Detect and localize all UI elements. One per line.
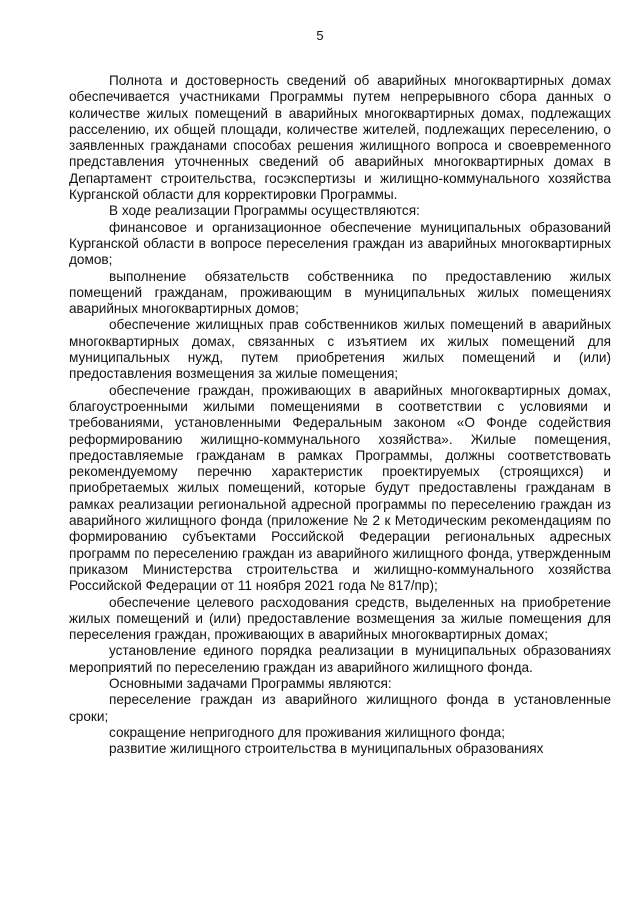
paragraph-tasks-intro: Основными задачами Программы являются:	[109, 675, 392, 691]
paragraph-data-completeness: Полнота и достоверность сведений об аварийных многоквартирных домах обеспечивается участниками Программы путем непрерывного сбора данных о количестве жилых помещений в аварийных многоквартирных домах, подлежащих расселению, их общей площади, количестве жителей, подлежащих переселению, о заявленных гражданами способах решения жилищного вопроса и своевременного представления уточненных сведений об аварийных многоквартирных домах в Департамент строительства, госэкспертизы и жилищно-коммунального хозяйства Курганской области для корректировки Программы.	[69, 73, 611, 203]
paragraph-implementation-intro: В ходе реализации Программы осуществляются:	[109, 203, 420, 219]
paragraph-financial-support: финансовое и организационное обеспечение муниципальных образований Курганской области в вопросе переселения граждан из аварийных многоквартирных домов;	[69, 219, 611, 268]
document-body	[69, 73, 611, 757]
paragraph-task-resettlement: переселение граждан из аварийного жилищного фонда в установленные сроки;	[69, 692, 611, 724]
paragraph-housing-provision: обеспечение граждан, проживающих в аварийных многоквартирных домах, благоустроенными жилыми помещениями в соответствии с условиями и требованиями, установленными Федеральным законом «О Фонде содействия реформированию жилищно-коммунального хозяйства». Жилые помещения, предоставляемые гражданам в рамках Программы, должны соответствовать рекомендуемому перечню характеристик проектируемых (строящихся) и приобретаемых жилых помещений, которые будут предоставлены гражданам в рамках реализации региональной адресной программы по переселению граждан из аварийного жилищного фонда (приложение № 2 к Методическим рекомендациям по формированию субъектами Российской Федерации региональных адресных программ по переселению граждан из аварийного жилищного фонда, утвержденным приказом Министерства строительства и жилищно-коммунального хозяйства Российской Федерации от 11 ноября 2021 года № 817/пр);	[69, 382, 611, 594]
paragraph-housing-rights: обеспечение жилищных прав собственников жилых помещений в аварийных многоквартирных домах, связанных с изъятием их жилых помещений для муниципальных нужд, путем приобретения жилых помещений и (или) предоставления возмещения за жилые помещения;	[69, 317, 611, 382]
paragraph-task-construction: развитие жилищного строительства в муниципальных образованиях	[109, 741, 544, 757]
paragraph-targeted-spending: обеспечение целевого расходования средств, выделенных на приобретение жилых помещений и (или) предоставление возмещения за жилые помещения для переселения граждан, проживающих в аварийных многоквартирных домах;	[69, 594, 611, 643]
page-number: 5	[316, 28, 324, 43]
paragraph-task-reduction: сокращение непригодного для проживания жилищного фонда;	[109, 724, 505, 740]
paragraph-owner-obligations: выполнение обязательств собственника по предоставлению жилых помещений гражданам, проживающим в муниципальных жилых помещениях аварийных многоквартирных домов;	[69, 268, 611, 317]
paragraph-unified-procedure: установление единого порядка реализации в муниципальных образованиях мероприятий по переселению граждан из аварийного жилищного фонда.	[69, 643, 611, 675]
